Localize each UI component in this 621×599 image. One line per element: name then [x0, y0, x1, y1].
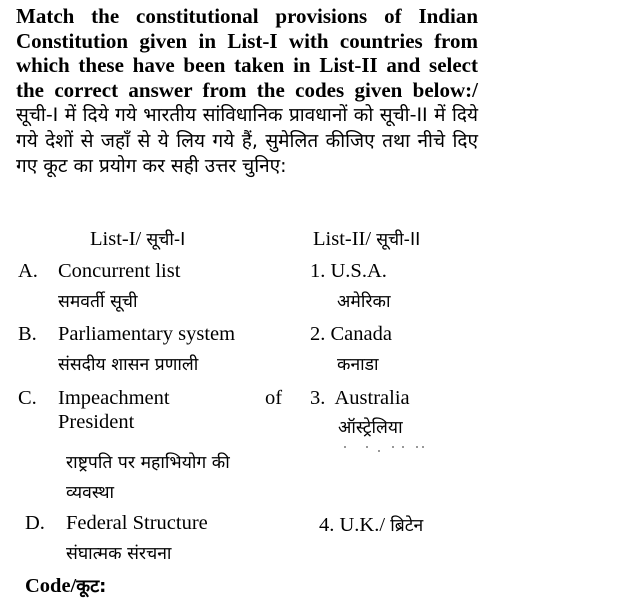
list1-item-c-hi-b: व्यवस्था: [66, 483, 115, 503]
list1-item-c-en-a: Impeachment: [58, 387, 170, 409]
list2-item-3: 3. Australia: [310, 387, 410, 409]
list1-item-b-en: Parliamentary system: [58, 323, 236, 345]
list2-item-2: 2. Canada: [310, 323, 392, 345]
list1-letter-b: B.: [18, 323, 37, 345]
list2-item-1: 1. U.S.A.: [310, 260, 387, 282]
list1-item-c-en-c: President: [58, 411, 135, 433]
list2-item-1-hi: अमेरिका: [337, 292, 391, 312]
list1-letter-c: C.: [18, 387, 37, 409]
list1-header: List-I/ सूची-I: [90, 228, 186, 250]
list1-letter-d: D.: [25, 512, 45, 534]
list1-item-d-en: Federal Structure: [66, 512, 208, 534]
question-text: [16, 4, 478, 179]
list1-item-d-hi: संघात्मक संरचना: [66, 544, 172, 564]
list2-item-4: 4. U.K./ ब्रिटेन: [319, 514, 424, 536]
faint-text-artifact: [336, 437, 426, 453]
list1-item-c-hi-a: राष्ट्रपति पर महाभियोग की: [66, 453, 230, 473]
list2-header: List-II/ सूची-II: [313, 228, 421, 250]
list2-item-3-hi: ऑस्ट्रेलिया: [338, 418, 403, 438]
question-hindi: सूची-I में दिये गये भारतीय सांविधानिक प्रावधानों को सूची-II में दिये गये देशों से जहाँ से ये लिय गये हैं, सुमेलित कीजिए तथा नीचे दिए गए कूट का प्रयोग कर सही उत्तर चुनिए:: [16, 104, 478, 177]
list1-item-b-hi: संसदीय शासन प्रणाली: [58, 355, 199, 375]
list1-item-c-en-b: of: [265, 387, 283, 409]
code-label: Code/कूट:: [25, 575, 107, 597]
list1-item-a-en: Concurrent list: [58, 260, 181, 282]
list2-item-2-hi: कनाडा: [337, 355, 379, 375]
list1-letter-a: A.: [18, 260, 38, 282]
list1-item-a-hi: समवर्ती सूची: [58, 292, 138, 312]
question-english: Match the constitutional provisions of Indian Constitution given in List-I with countries from which these have been taken in List-II and select the correct answer from the codes given below:/: [16, 4, 478, 102]
